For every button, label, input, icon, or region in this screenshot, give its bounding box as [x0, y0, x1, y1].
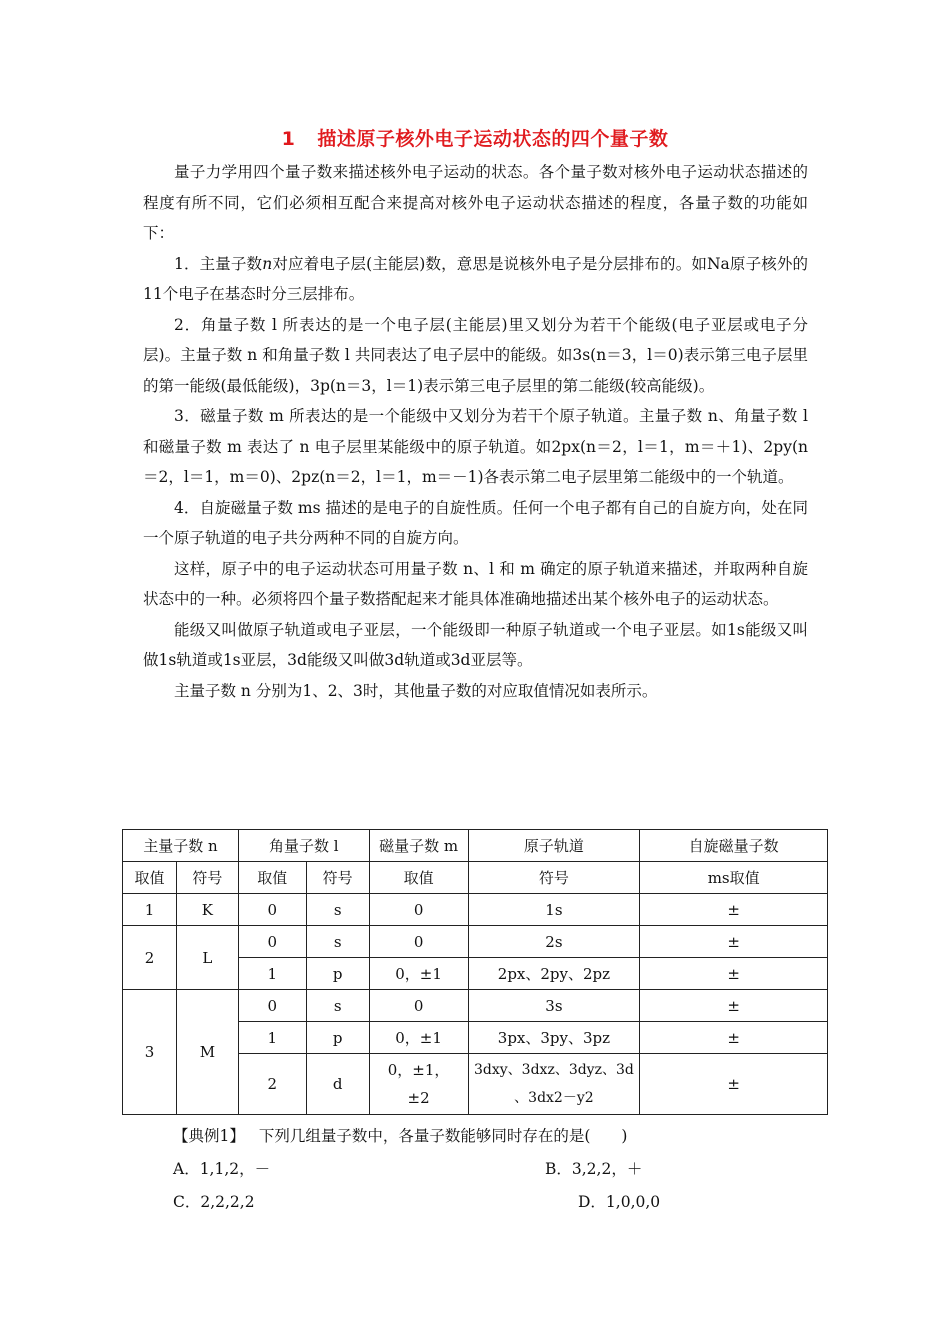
cell: 2s: [468, 926, 640, 958]
header-magnetic: 磁量子数 m: [369, 830, 468, 862]
cell: 0，±1: [369, 958, 468, 990]
paragraph-3: 3．磁量子数 m 所表达的是一个能级中又划分为若干个原子轨道。主量子数 n、角量子数 l 和磁量子数 m 表达了 n 电子层里某能级中的原子轨道。如2px(n＝2，l＝1，m＝＋1)、2py(n＝2，l＝1，m＝0)、2pz(n＝2，l＝1，m＝－1)各表示第二电子层里第二能级中的一个轨道。: [143, 407, 808, 486]
cell: 3px、3py、3pz: [468, 1022, 640, 1054]
cell: ±: [640, 1054, 828, 1115]
p1-symbol: n: [262, 254, 273, 273]
cell: s: [306, 894, 369, 926]
paragraph-4: 4．自旋磁量子数 ms 描述的是电子的自旋性质。任何一个电子都有自己的自旋方向，处在同一个原子轨道的电子共分两种不同的自旋方向。: [143, 498, 808, 547]
cell: ±: [640, 894, 828, 926]
cell-line: ±2: [407, 1089, 430, 1107]
cell: 0: [238, 990, 306, 1022]
cell: K: [176, 894, 238, 926]
cell: ±: [640, 958, 828, 990]
cell: ±: [640, 990, 828, 1022]
cell: 2: [123, 926, 177, 990]
p1-rest: 对应着电子层(主能层)数，意思是说核外电子是分层排布的。如Na原子核外的11个电子在基态时分三层排布。: [143, 254, 808, 303]
paragraph-6: 能级又叫做原子轨道或电子亚层，一个能级即一种原子轨道或一个电子亚层。如1s能级又叫做1s轨道或1s亚层，3d能级又叫做3d轨道或3d亚层等。: [143, 620, 808, 669]
page-title: [0, 124, 950, 151]
cell: [369, 1054, 468, 1115]
cell: 0: [369, 990, 468, 1022]
example-label: 【典例1】: [173, 1127, 245, 1145]
cell-line: 、3dx2－y2: [514, 1090, 594, 1106]
paragraph-2: 2．角量子数 l 所表达的是一个电子层(主能层)里又划分为若干个能级(电子亚层或电子分层)。主量子数 n 和角量子数 l 共同表达了电子层中的能级。如3s(n＝3，l＝0)表示第三电子层里的第一能级(最低能级)，3p(n＝3，l＝1)表示第三电子层里的第二能级(较高能级)。: [143, 315, 808, 395]
cell: [468, 1054, 640, 1115]
cell-line: 3dxy、3dxz、3dyz、3d: [474, 1062, 634, 1078]
subheader-value: 取值: [123, 862, 177, 894]
cell: 0: [369, 894, 468, 926]
cell: 1: [238, 958, 306, 990]
cell: d: [306, 1054, 369, 1115]
option-c[interactable]: C．2,2,2,2: [173, 1193, 255, 1211]
table-subheader-row: [123, 862, 828, 894]
subheader-l-symbol: 符号: [306, 862, 369, 894]
title-number: 1: [281, 128, 296, 150]
cell: 3s: [468, 990, 640, 1022]
paragraph-1: [143, 249, 808, 310]
example-stem-text: 下列几组量子数中，各量子数能够同时存在的是( ): [258, 1127, 628, 1145]
option-b[interactable]: B．3,2,2，＋: [545, 1160, 643, 1178]
option-d[interactable]: D．1,0,0,0: [578, 1193, 661, 1211]
example-stem: [173, 1124, 627, 1146]
cell: 3: [123, 990, 177, 1115]
subheader-ms-value: ms取值: [640, 862, 828, 894]
cell: s: [306, 990, 369, 1022]
cell: p: [306, 958, 369, 990]
cell: ±: [640, 926, 828, 958]
cell: 2: [238, 1054, 306, 1115]
subheader-orbital-symbol: 符号: [468, 862, 640, 894]
paragraph-5: 这样，原子中的电子运动状态可用量子数 n、l 和 m 确定的原子轨道来描述，并取两种自旋状态中的一种。必须将四个量子数搭配起来才能具体准确地描述出某个核外电子的运动状态。: [143, 559, 808, 608]
cell: 1: [238, 1022, 306, 1054]
cell: 1s: [468, 894, 640, 926]
table-row: [123, 990, 828, 1022]
header-main: 主量子数 n: [123, 830, 239, 862]
cell: p: [306, 1022, 369, 1054]
title-text: 描述原子核外电子运动状态的四个量子数: [317, 128, 669, 150]
paragraph-intro: 量子力学用四个量子数来描述核外电子运动的状态。各个量子数对核外电子运动状态描述的程度有所不同，它们必须相互配合来提高对核外电子运动状态描述的程度，各量子数的功能如下：: [143, 163, 808, 242]
subheader-l-value: 取值: [238, 862, 306, 894]
p1-lead: 1．主量子数: [174, 254, 263, 273]
cell: 0，±1: [369, 1022, 468, 1054]
table-row: [123, 926, 828, 958]
cell: L: [176, 926, 238, 990]
cell: 2px、2py、2pz: [468, 958, 640, 990]
header-orbital: 原子轨道: [468, 830, 640, 862]
header-angular: 角量子数 l: [238, 830, 369, 862]
header-spin: 自旋磁量子数: [640, 830, 828, 862]
body-text: [143, 157, 808, 706]
paragraph-7: 主量子数 n 分别为1、2、3时，其他量子数的对应取值情况如表所示。: [174, 681, 658, 700]
cell: ±: [640, 1022, 828, 1054]
cell: 0: [369, 926, 468, 958]
table-header-row: [123, 830, 828, 862]
quantum-number-table: [122, 829, 828, 1115]
cell: s: [306, 926, 369, 958]
cell: 1: [123, 894, 177, 926]
subheader-symbol: 符号: [176, 862, 238, 894]
table-row: [123, 894, 828, 926]
cell: 0: [238, 926, 306, 958]
option-a[interactable]: A．1,1,2，－: [173, 1160, 271, 1178]
cell: 0: [238, 894, 306, 926]
cell: M: [176, 990, 238, 1115]
subheader-m-value: 取值: [369, 862, 468, 894]
cell-line: 0，±1，: [387, 1061, 450, 1079]
